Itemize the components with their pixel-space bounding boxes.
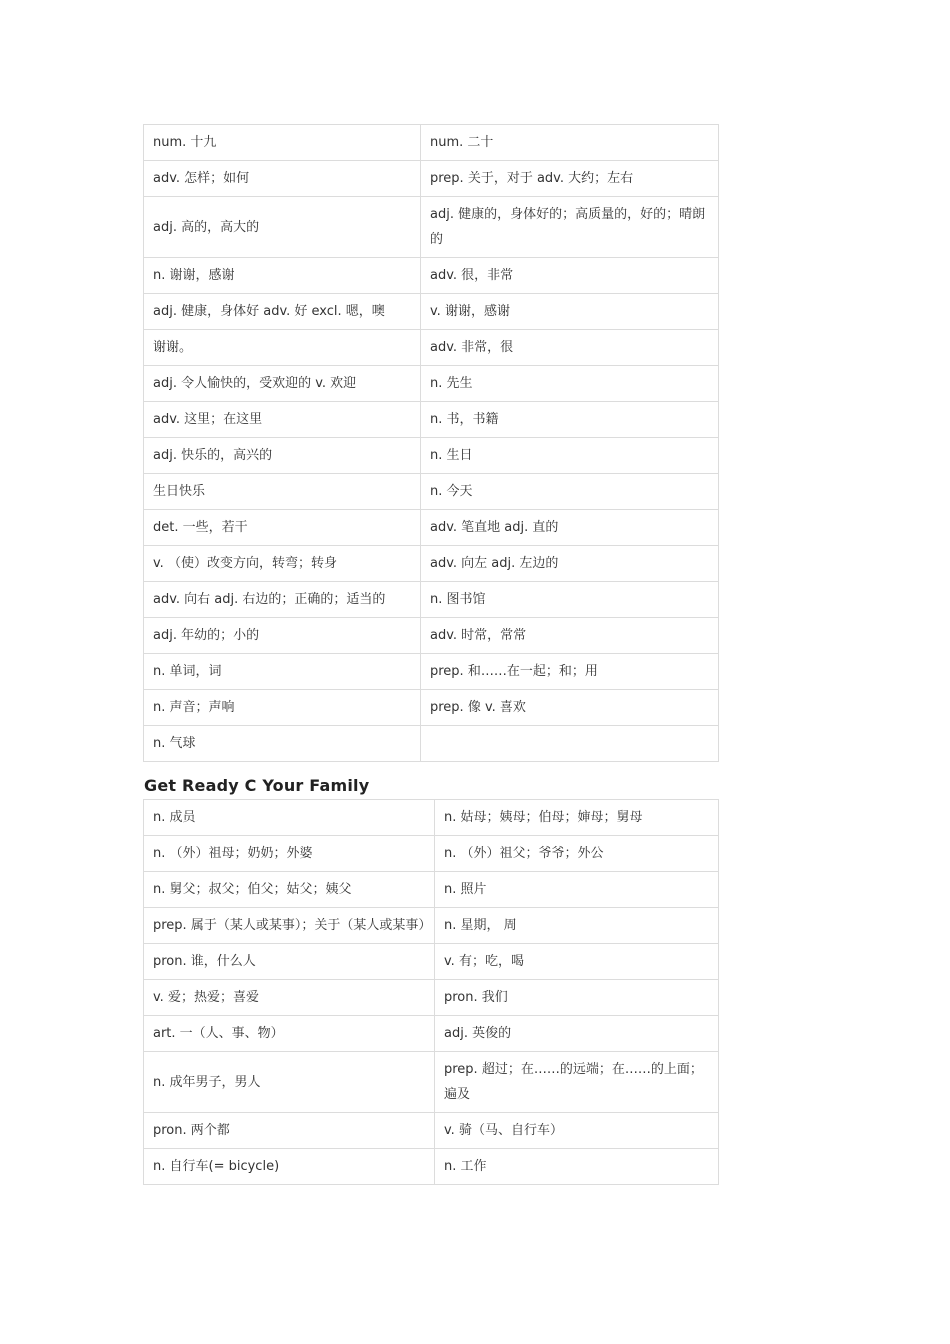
table-cell: n. 单词，词: [144, 654, 421, 690]
table-cell: adv. 非常，很: [421, 330, 719, 366]
table-cell: v. 谢谢，感谢: [421, 294, 719, 330]
table-cell: pron. 两个都: [144, 1113, 435, 1149]
table-row: [144, 872, 719, 908]
table-cell: 谢谢。: [144, 330, 421, 366]
table-cell: n. 谢谢，感谢: [144, 258, 421, 294]
vocabulary-table-2: [143, 799, 719, 1185]
table-row: [144, 402, 719, 438]
table-cell: adj. 年幼的；小的: [144, 618, 421, 654]
table-cell: pron. 我们: [435, 980, 719, 1016]
table-cell: art. 一（人、事、物）: [144, 1016, 435, 1052]
table-cell: prep. 超过；在……的远端；在……的上面；遍及: [435, 1052, 719, 1113]
table-row: [144, 726, 719, 762]
table-row: [144, 980, 719, 1016]
table-cell: v. 爱；热爱；喜爱: [144, 980, 435, 1016]
table-row: [144, 258, 719, 294]
table-cell: n. （外）祖父；爷爷；外公: [435, 836, 719, 872]
table-row: [144, 800, 719, 836]
table-cell: v. （使）改变方向，转弯；转身: [144, 546, 421, 582]
table-row: [144, 1016, 719, 1052]
table-cell: n. 书，书籍: [421, 402, 719, 438]
table-row: [144, 908, 719, 944]
table-cell: n. 工作: [435, 1149, 719, 1185]
table-row: [144, 474, 719, 510]
table-row: [144, 836, 719, 872]
table-cell: n. 今天: [421, 474, 719, 510]
table-cell: prep. 属于（某人或某事）；关于（某人或某事）: [144, 908, 435, 944]
table-cell: v. 有；吃，喝: [435, 944, 719, 980]
table-cell: n. 先生: [421, 366, 719, 402]
table-row: [144, 1052, 719, 1113]
table-cell: adj. 英俊的: [435, 1016, 719, 1052]
table-row: [144, 366, 719, 402]
table-cell: n. 舅父；叔父；伯父；姑父；姨父: [144, 872, 435, 908]
table-row: [144, 1149, 719, 1185]
table-row: [144, 546, 719, 582]
table-cell: adv. 向右 adj. 右边的；正确的；适当的: [144, 582, 421, 618]
table-row: [144, 294, 719, 330]
table-cell: adj. 健康的，身体好的；高质量的，好的；晴朗的: [421, 197, 719, 258]
table-row: [144, 330, 719, 366]
table-cell: adv. 向左 adj. 左边的: [421, 546, 719, 582]
table-row: [144, 582, 719, 618]
table-cell: adv. 很，非常: [421, 258, 719, 294]
table-cell: adj. 令人愉快的，受欢迎的 v. 欢迎: [144, 366, 421, 402]
table-cell: adj. 健康，身体好 adv. 好 excl. 嗯，噢: [144, 294, 421, 330]
table-cell-empty: [421, 726, 719, 762]
table-cell: n. 图书馆: [421, 582, 719, 618]
table-row: [144, 438, 719, 474]
table-cell: n. 成年男子，男人: [144, 1052, 435, 1113]
table-row: [144, 690, 719, 726]
table-cell: n. 生日: [421, 438, 719, 474]
table-cell: v. 骑（马、自行车）: [435, 1113, 719, 1149]
table-cell: adv. 笔直地 adj. 直的: [421, 510, 719, 546]
table-cell: adv. 怎样；如何: [144, 161, 421, 197]
table-row: [144, 197, 719, 258]
table-row: [144, 654, 719, 690]
table-cell: n. 自行车(= bicycle): [144, 1149, 435, 1185]
table-cell: prep. 和……在一起；和；用: [421, 654, 719, 690]
table-row: [144, 1113, 719, 1149]
table-cell: adj. 高的，高大的: [144, 197, 421, 258]
table-cell: adj. 快乐的，高兴的: [144, 438, 421, 474]
table-cell: n. 气球: [144, 726, 421, 762]
table-cell: num. 二十: [421, 125, 719, 161]
table-row: [144, 618, 719, 654]
table-row: [144, 944, 719, 980]
table-cell: n. 照片: [435, 872, 719, 908]
table-cell: n. 声音；声响: [144, 690, 421, 726]
table-cell: 生日快乐: [144, 474, 421, 510]
vocabulary-table-1: [143, 124, 719, 762]
table-row: [144, 510, 719, 546]
table-cell: n. 成员: [144, 800, 435, 836]
table-cell: pron. 谁，什么人: [144, 944, 435, 980]
table-cell: prep. 关于，对于 adv. 大约；左右: [421, 161, 719, 197]
table-cell: num. 十九: [144, 125, 421, 161]
table-cell: adv. 时常，常常: [421, 618, 719, 654]
table-cell: n. （外）祖母；奶奶；外婆: [144, 836, 435, 872]
table-row: [144, 161, 719, 197]
table-cell: adv. 这里；在这里: [144, 402, 421, 438]
table-cell: n. 星期， 周: [435, 908, 719, 944]
table-cell: det. 一些，若干: [144, 510, 421, 546]
table-row: [144, 125, 719, 161]
table-cell: prep. 像 v. 喜欢: [421, 690, 719, 726]
table-cell: n. 姑母；姨母；伯母；婶母；舅母: [435, 800, 719, 836]
section-heading: Get Ready C Your Family: [144, 776, 370, 795]
